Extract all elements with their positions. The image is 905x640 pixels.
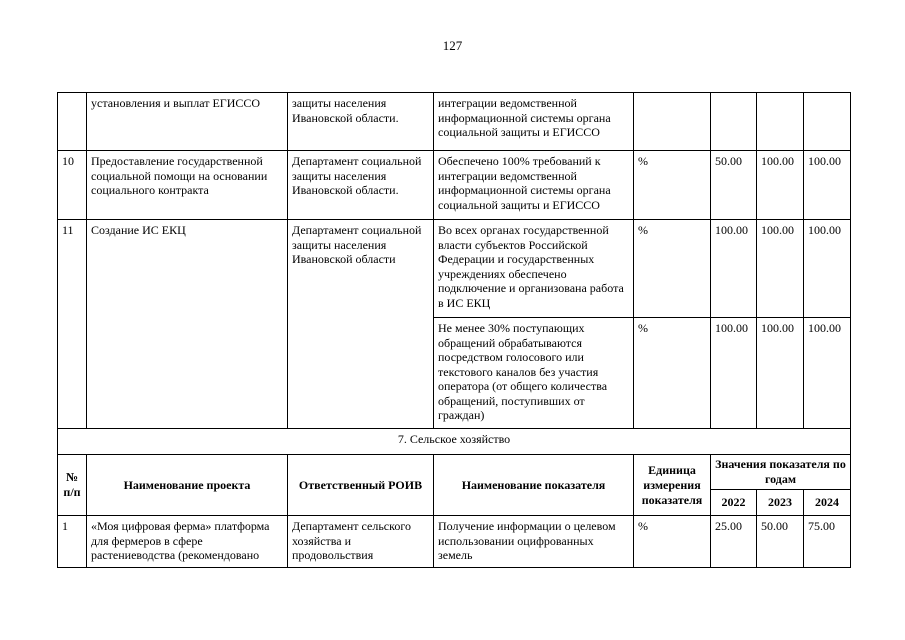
project-name: установления и выплат ЕГИССО — [87, 93, 288, 151]
row-number: 10 — [58, 151, 87, 220]
value-2024: 100.00 — [804, 151, 851, 220]
section-title: 7. Сельское хозяйство — [58, 429, 851, 455]
value-2023: 100.00 — [757, 220, 804, 318]
header-project: Наименование проекта — [87, 455, 288, 516]
table-row — [58, 151, 851, 220]
responsible-roiv: Департамент социальной защиты населения Ивановской области — [288, 220, 434, 429]
header-unit-text: Единица измерения показателя — [641, 462, 703, 507]
page-number: 127 — [442, 38, 463, 53]
value-2023: 100.00 — [757, 151, 804, 220]
responsible-roiv: защиты населения Ивановской области. — [288, 93, 434, 151]
indicator-name: Обеспечено 100% требований к интеграции ведомственной информационной системы органа социальной защиты и ЕГИССО — [434, 151, 634, 220]
indicator-unit: % — [634, 151, 711, 220]
value-2023: 100.00 — [757, 318, 804, 429]
value-2022: 25.00 — [711, 516, 757, 568]
project-name: Создание ИС ЕКЦ — [87, 220, 288, 429]
header-year-2023: 2023 — [757, 490, 804, 516]
header-unit — [634, 455, 711, 516]
indicator-unit: % — [634, 220, 711, 318]
indicator-name: Не менее 30% поступающих обращений обрабатываются посредством голосового или текстового каналов без участия оператора (от общего количества обращений, поступивших от граждан) — [434, 318, 634, 429]
indicator-unit — [634, 93, 711, 151]
header-year-2022: 2022 — [711, 490, 757, 516]
indicator-unit: % — [634, 318, 711, 429]
value-2024 — [804, 93, 851, 151]
value-2022: 100.00 — [711, 220, 757, 318]
indicators-table — [57, 92, 851, 568]
indicator-name: Получение информации о целевом использовании оцифрованных земель — [434, 516, 634, 568]
value-2024: 100.00 — [804, 318, 851, 429]
value-2024: 75.00 — [804, 516, 851, 568]
project-name: Предоставление государственной социальной помощи на основании социального контракта — [87, 151, 288, 220]
row-number: 11 — [58, 220, 87, 429]
table-row — [58, 93, 851, 151]
table-row — [58, 220, 851, 318]
value-2023: 50.00 — [757, 516, 804, 568]
value-2022 — [711, 93, 757, 151]
header-row — [58, 455, 851, 490]
table-row — [58, 516, 851, 568]
header-year-2024: 2024 — [804, 490, 851, 516]
header-values: Значения показателя по годам — [711, 455, 851, 490]
indicator-name: интеграции ведомственной информационной системы органа социальной защиты и ЕГИССО — [434, 93, 634, 151]
indicator-unit: % — [634, 516, 711, 568]
project-name: «Моя цифровая ферма» платформа для фермеров в сфере растениеводства (рекомендовано — [87, 516, 288, 568]
header-roiv: Ответственный РОИВ — [288, 455, 434, 516]
value-2023 — [757, 93, 804, 151]
value-2022: 50.00 — [711, 151, 757, 220]
indicator-name: Во всех органах государственной власти субъектов Российской Федерации и государственных учреждениях обеспечено подключение и организована работа в ИС ЕКЦ — [434, 220, 634, 318]
row-number — [58, 93, 87, 151]
value-2022: 100.00 — [711, 318, 757, 429]
header-num: № п/п — [58, 455, 87, 516]
responsible-roiv: Департамент сельского хозяйства и продовольствия — [288, 516, 434, 568]
responsible-roiv: Департамент социальной защиты населения Ивановской области. — [288, 151, 434, 220]
value-2024: 100.00 — [804, 220, 851, 318]
row-number: 1 — [58, 516, 87, 568]
header-indicator: Наименование показателя — [434, 455, 634, 516]
section-row — [58, 429, 851, 455]
